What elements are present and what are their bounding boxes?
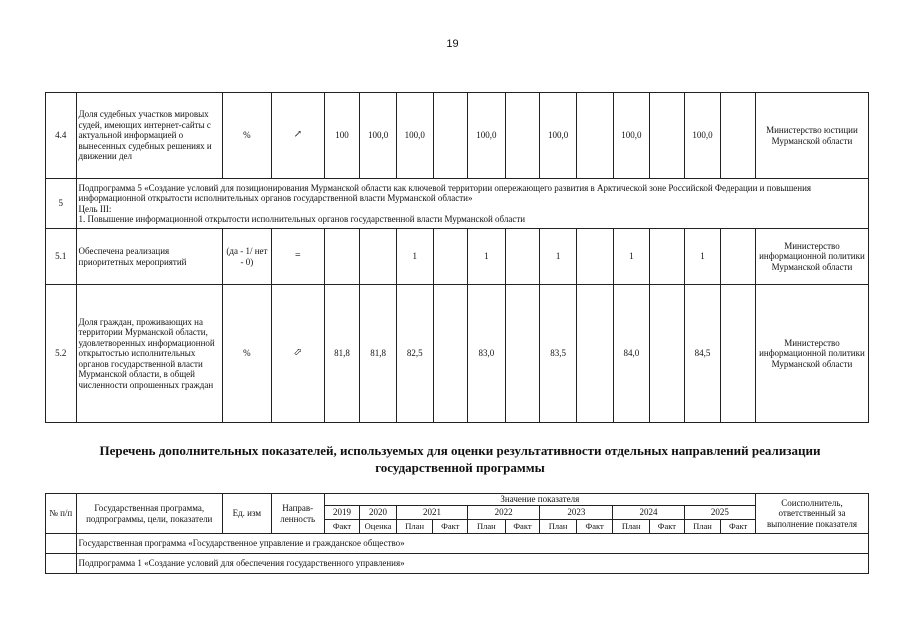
subheader-cell: Факт (324, 520, 360, 534)
year-2025: 2025 (684, 506, 755, 520)
value-2019: 100 (324, 93, 360, 179)
value-2021-plan: 1 (396, 229, 433, 285)
table-row (46, 285, 869, 423)
value-2025-plan: 100,0 (684, 93, 721, 179)
value-2022-plan: 100,0 (468, 93, 506, 179)
subheader-cell: Факт (505, 520, 540, 534)
value-2020 (360, 229, 397, 285)
unit-cell: % (223, 93, 272, 179)
value-2023-fact (576, 93, 613, 179)
subprogram-title: Подпрограмма 5 «Создание условий для позиционирования Мурманской области как ключевой территории опережающего развития в Арктической зоне Российской Федерации и повышения информационной открытости исполнительных органов государственной власти Мурманской области» (78, 182, 812, 203)
year-2022: 2022 (468, 506, 540, 520)
value-2025-plan: 84,5 (684, 285, 721, 423)
responsible-org: Министерство юстиции Мурманской области (755, 93, 868, 179)
header-responsible: Соисполнитель, ответственный за выполнение показателя (755, 494, 868, 534)
subprogram-row (46, 554, 869, 574)
year-2024: 2024 (613, 506, 684, 520)
value-2019: 81,8 (324, 285, 360, 423)
subheader-cell: Оценка (360, 520, 397, 534)
value-2024-plan: 100,0 (613, 93, 650, 179)
value-2020: 100,0 (360, 93, 397, 179)
value-2022-plan: 1 (468, 229, 506, 285)
program-title: Государственная программа «Государственное управление и гражданское общество» (76, 534, 869, 554)
header-number: № п/п (46, 494, 77, 534)
subheader-cell: План (684, 520, 721, 534)
empty-cell (46, 534, 77, 554)
direction-up-icon: ⬀ (271, 285, 324, 423)
value-2021-fact (433, 285, 468, 423)
value-2025-plan: 1 (684, 229, 721, 285)
responsible-org: Министерство информационной политики Мурманской области (755, 229, 868, 285)
subheader-cell: План (540, 520, 577, 534)
subprogram-description (76, 179, 868, 229)
indicator-name: Обеспечена реализация приоритетных мероприятий (76, 229, 222, 285)
value-2023-fact (576, 285, 613, 423)
subheader-cell: Факт (650, 520, 685, 534)
value-2022-fact (505, 285, 540, 423)
value-2019 (324, 229, 360, 285)
subprogram-row (46, 179, 869, 229)
subheader-cell: План (396, 520, 433, 534)
row-number: 5 (46, 179, 77, 229)
direction-equal-icon: = (271, 229, 324, 285)
row-number: 4.4 (46, 93, 77, 179)
value-2025-fact (721, 93, 756, 179)
year-2023: 2023 (540, 506, 613, 520)
header-row (46, 494, 869, 506)
subheader-cell: Факт (576, 520, 613, 534)
subprogram-title: Подпрограмма 1 «Создание условий для обеспечения государственного управления» (76, 554, 869, 574)
value-2024-plan: 1 (613, 229, 650, 285)
responsible-org: Министерство информационной политики Мурманской области (755, 285, 868, 423)
row-number: 5.2 (46, 285, 77, 423)
value-2022-fact (505, 93, 540, 179)
value-2023-plan: 83,5 (540, 285, 577, 423)
table-row (46, 93, 869, 179)
value-2021-plan: 82,5 (396, 285, 433, 423)
page-number: 19 (446, 38, 459, 50)
indicator-name: Доля граждан, проживающих на территории Мурманской области, удовлетворенных информационной открытостью исполнительных органов государственной власти Мурманской области, в общей численности опрошенных граждан (76, 285, 222, 423)
value-2025-fact (721, 285, 756, 423)
value-2023-plan: 100,0 (540, 93, 577, 179)
value-2021-fact (433, 229, 468, 285)
year-2020: 2020 (360, 506, 397, 520)
direction-up-icon: ↗ (271, 93, 324, 179)
additional-indicators-table (45, 493, 869, 574)
section-heading: Перечень дополнительных показателей, используемых для оценки результативности отдельных направлений реализации государственной программы (99, 443, 821, 475)
subheader-cell: Факт (433, 520, 468, 534)
value-2022-plan: 83,0 (468, 285, 506, 423)
header-name: Государственная программа, подпрограммы, цели, показатели (76, 494, 222, 534)
value-2023-plan: 1 (540, 229, 577, 285)
value-2021-plan: 100,0 (396, 93, 433, 179)
value-2024-fact (650, 93, 685, 179)
row-number: 5.1 (46, 229, 77, 285)
value-2025-fact (721, 229, 756, 285)
goal-text: 1. Повышение информационной открытости исполнительных органов государственной власти Мурманской области (78, 214, 526, 224)
unit-cell: (да - 1/ нет - 0) (223, 229, 272, 285)
value-2024-plan: 84,0 (613, 285, 650, 423)
goal-label: Цель III: (78, 203, 112, 214)
header-unit: Ед. изм (222, 494, 271, 534)
value-2022-fact (505, 229, 540, 285)
subheader-cell: План (613, 520, 650, 534)
year-2019: 2019 (324, 506, 360, 520)
year-2021: 2021 (396, 506, 467, 520)
header-direction: Направ-ленность (271, 494, 324, 534)
value-2024-fact (650, 285, 685, 423)
value-2021-fact (433, 93, 468, 179)
table-row (46, 229, 869, 285)
header-value: Значение показателя (324, 494, 755, 506)
program-row (46, 534, 869, 554)
value-2023-fact (576, 229, 613, 285)
empty-cell (46, 554, 77, 574)
indicator-name: Доля судебных участков мировых судей, имеющих интернет-сайты с актуальной информацией о вынесенных судебных решениях и движении дел (76, 93, 222, 179)
value-2020: 81,8 (360, 285, 397, 423)
value-2024-fact (650, 229, 685, 285)
subheader-cell: Факт (721, 520, 756, 534)
subheader-cell: План (468, 520, 506, 534)
indicators-table (45, 92, 869, 423)
unit-cell: % (223, 285, 272, 423)
